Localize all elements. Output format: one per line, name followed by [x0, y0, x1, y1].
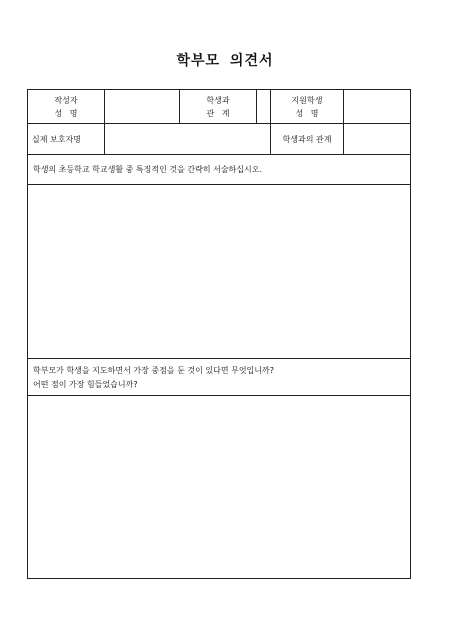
writer-label-line-1: 작성자 — [54, 95, 78, 105]
guardian-relation-label: 학생과의 관계 — [271, 124, 344, 154]
applicant-name-field[interactable] — [344, 90, 410, 123]
student-relation-field[interactable] — [257, 90, 271, 123]
header-row — [28, 90, 410, 124]
question-2-line-1: 학부모가 학생을 지도하면서 가장 중점을 둔 것이 있다면 무엇입니까? — [33, 366, 274, 375]
writer-name-label — [28, 90, 105, 123]
applicant-label-line-2: 성 명 — [295, 108, 319, 118]
applicant-label-line-1: 지원학생 — [291, 95, 323, 105]
guardian-row — [28, 124, 410, 155]
student-relation-label — [180, 90, 257, 123]
applicant-name-label — [271, 90, 344, 123]
question-2-row — [28, 359, 410, 396]
guardian-label: 실제 보호자명 — [28, 124, 105, 154]
page-title: 학부모 의견서 — [176, 53, 274, 69]
writer-name-field[interactable] — [105, 90, 180, 123]
question-1-text: 학생의 초등학교 학교생활 중 특징적인 것을 간략히 서술하십시오. — [33, 165, 262, 174]
relation-label-line-1: 학생과 — [206, 95, 230, 105]
writer-label-line-2: 성 명 — [54, 108, 78, 118]
guardian-name-field[interactable] — [105, 124, 271, 154]
guardian-relation-field[interactable] — [344, 124, 410, 154]
answer-2-area[interactable] — [28, 396, 410, 578]
relation-label-line-2: 관 계 — [206, 108, 230, 118]
question-2-line-2: 어떤 점이 가장 힘들었습니까? — [33, 380, 138, 389]
question-1-row — [28, 155, 410, 185]
answer-1-area[interactable] — [28, 185, 410, 359]
opinion-form — [27, 89, 411, 579]
